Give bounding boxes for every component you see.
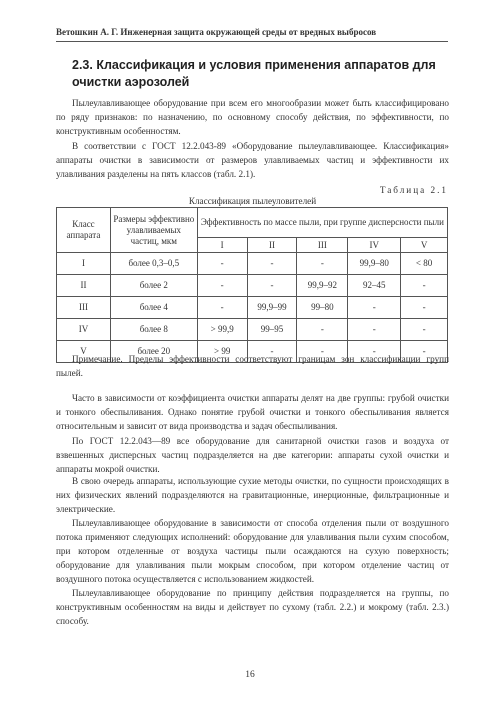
- paragraph-1: [56, 96, 449, 138]
- cell-class: II: [57, 275, 111, 297]
- table-note-text: Примечание. Пределы эффективности соответствуют границам зон классификации групп пылей.: [56, 354, 449, 378]
- paragraph-2-text: В соответствии с ГОСТ 12.2.043-89 «Оборудование пылеулавливающее. Классификация» аппараты очистки в зависимости от размеров улавливаемых частиц и эффективности их улавливания разделены на пять классов (табл. 2.1).: [56, 141, 449, 179]
- table-row: [57, 297, 448, 319]
- paragraph-3: [56, 391, 449, 433]
- cell-value: -: [348, 319, 401, 341]
- section-title: 2.3. Классификация и условия применения аппаратов для очистки аэрозолей: [72, 58, 436, 89]
- classification-table: [56, 207, 448, 363]
- header-divider: [56, 41, 448, 42]
- cell-value: > 99,9: [197, 319, 247, 341]
- cell-size: более 4: [110, 297, 197, 319]
- cell-value: -: [247, 253, 297, 275]
- cell-value: -: [401, 297, 448, 319]
- cell-value: -: [197, 297, 247, 319]
- paragraph-3-text: Часто в зависимости от коэффициента очистки аппараты делят на две группы: грубой очистки и тонкого обеспыливания. Однако понятие грубой очистки и тонкого обеспыливания является относительным и зависит от вида производства и задач обеспыливания.: [56, 393, 449, 431]
- cell-size: более 2: [110, 275, 197, 297]
- cell-value: 99,9–92: [297, 275, 348, 297]
- paragraph-7-text: Пылеулавливающее оборудование по принципу действия подразделяется на группы, по конструктивным особенностям на виды и действует по сухому (табл. 2.2.) и мокрому (табл. 2.3.) способу.: [56, 588, 449, 626]
- cell-value: -: [348, 297, 401, 319]
- cell-size: более 0,3–0,5: [110, 253, 197, 275]
- header-group: V: [401, 238, 448, 253]
- header-efficiency: Эффективность по массе пыли, при группе дисперсности пыли: [197, 208, 447, 238]
- cell-class: III: [57, 297, 111, 319]
- paragraph-5: [56, 474, 449, 516]
- paragraph-2: [56, 139, 449, 181]
- paragraph-1-text: Пылеулавливающее оборудование при всем его многообразии может быть классифицировано по ряду признаков: по назначению, по основному способу действия, по эффективности, по конструктивным особенностям.: [56, 98, 449, 136]
- header-group: IV: [348, 238, 401, 253]
- header-group: II: [247, 238, 297, 253]
- cell-value: -: [247, 275, 297, 297]
- cell-value: > 99: [197, 341, 247, 363]
- paragraph-5-text: В свою очередь аппараты, использующие сухие методы очистки, по сущности происходящих в них физических явлений подразделяются на гравитационные, инерционные, фильтрационные и электрические.: [56, 476, 449, 514]
- cell-value: -: [297, 341, 348, 363]
- paragraph-6-text: Пылеулавливающее оборудование в зависимости от способа отделения пыли от воздушного потока применяют следующих исполнений: оборудование для улавливания пыли сухим способом, при котором отделенные от воздуха частицы пыли осаждаются на сухую поверхность; оборудование для улавливания пыли мокрым способом, при котором отделение частиц от воздушного потока осуществляется с использованием жидкостей.: [56, 518, 449, 584]
- cell-value: 99,9–99: [247, 297, 297, 319]
- table-note: [56, 352, 449, 380]
- cell-value: -: [297, 319, 348, 341]
- paragraph-4-text: По ГОСТ 12.2.043—89 все оборудование для санитарной очистки газов и воздуха от взвешенных дисперсных частиц подразделяется на две категории: аппараты сухой очистки и аппараты мокрой очистки.: [56, 436, 449, 474]
- table-row: [57, 319, 448, 341]
- cell-value: 99–95: [247, 319, 297, 341]
- cell-class: I: [57, 253, 111, 275]
- running-header: Ветошкин А. Г. Инженерная защита окружающей среды от вредных выбросов: [56, 27, 377, 37]
- header-class: Класс аппарата: [57, 208, 111, 253]
- cell-value: < 80: [401, 253, 448, 275]
- header-particle-size: Размеры эффективно улавливаемых частиц, мкм: [110, 208, 197, 253]
- cell-value: -: [197, 275, 247, 297]
- cell-value: -: [401, 319, 448, 341]
- table-number: Таблица 2.1: [379, 185, 448, 195]
- cell-value: -: [401, 341, 448, 363]
- table-row: [57, 275, 448, 297]
- table-caption: Классификация пылеуловителей: [188, 196, 317, 206]
- header-group: III: [297, 238, 348, 253]
- cell-value: -: [247, 341, 297, 363]
- cell-value: 92–45: [348, 275, 401, 297]
- paragraph-4: [56, 434, 449, 476]
- header-group: I: [197, 238, 247, 253]
- cell-value: -: [348, 341, 401, 363]
- cell-value: -: [401, 275, 448, 297]
- cell-value: -: [297, 253, 348, 275]
- paragraph-7: [56, 586, 449, 628]
- cell-class: IV: [57, 319, 111, 341]
- paragraph-6: [56, 516, 449, 586]
- cell-size: более 20: [110, 341, 197, 363]
- table-row: [57, 253, 448, 275]
- cell-value: -: [197, 253, 247, 275]
- cell-size: более 8: [110, 319, 197, 341]
- cell-value: 99–80: [297, 297, 348, 319]
- page-number: 16: [245, 670, 255, 680]
- cell-class: V: [57, 341, 111, 363]
- cell-value: 99,9–80: [348, 253, 401, 275]
